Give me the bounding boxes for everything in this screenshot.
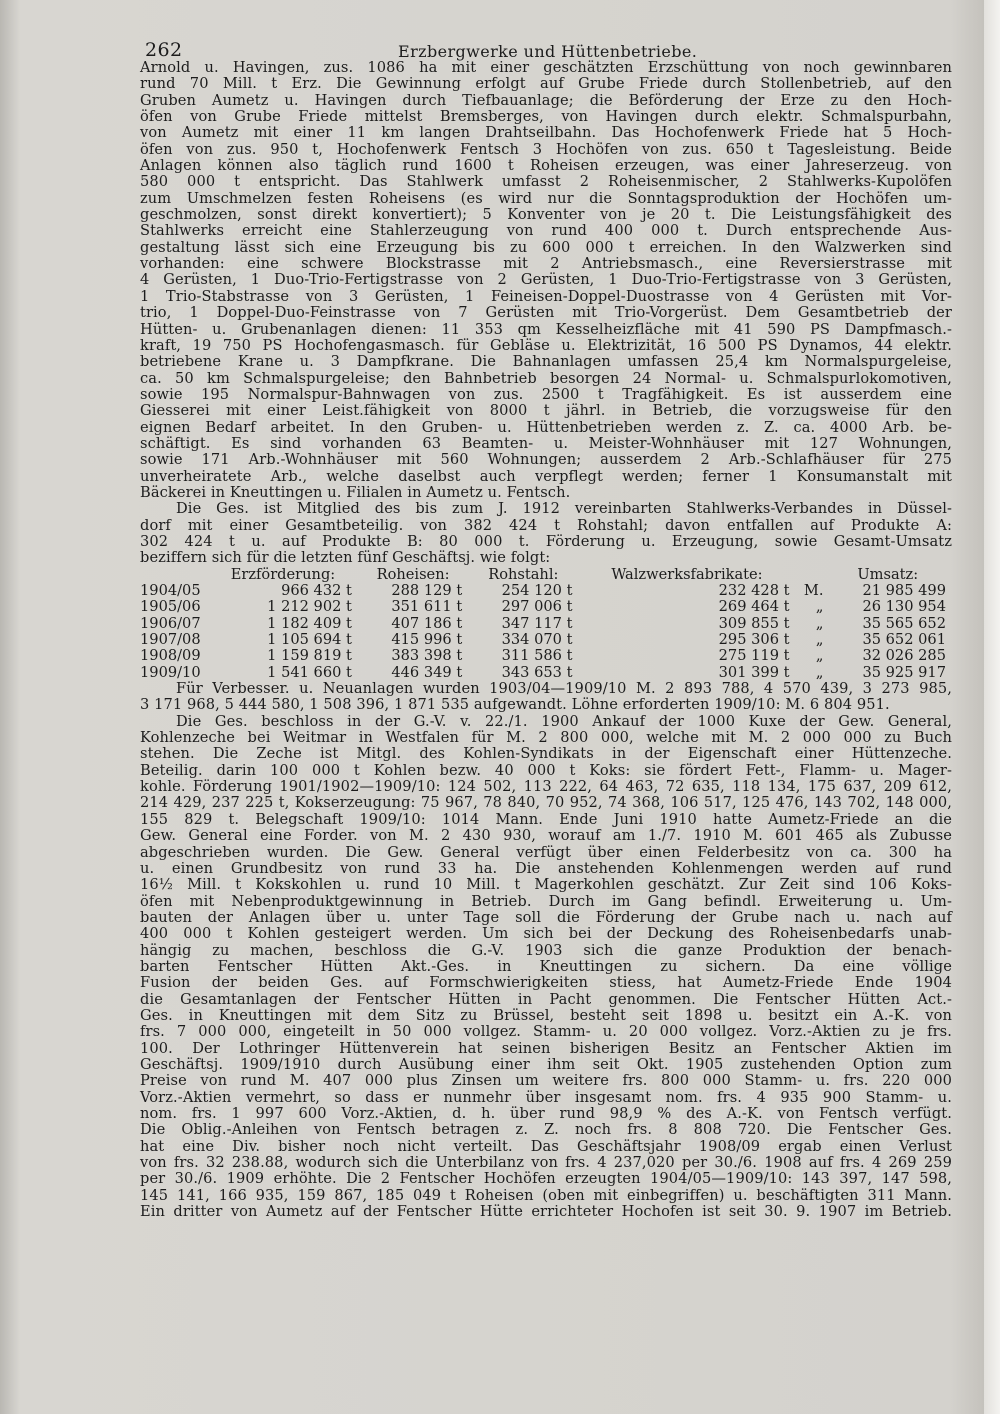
text-line: hat eine Div. bisher noch nicht verteilt. Das Geschäftsjahr 1908/09 ergab einen Verlust — [140, 1137, 952, 1155]
year-cell: 1904/05 — [140, 582, 201, 599]
text-line: Die Oblig.-Anleihen von Fentsch betragen z. Z. noch frs. 8 808 720. Die Fentscher Ges. — [140, 1121, 952, 1139]
table-row — [140, 632, 952, 648]
text-line: gestaltung lässt sich eine Erzeugung bis zu 600 000 t erreichen. In den Walzwerken sind — [140, 238, 952, 256]
running-head — [140, 22, 952, 60]
column-header: Walzwerksfabrikate: — [611, 565, 763, 583]
text-line: öfen von Grube Friede mittelst Bremsberges, von Havingen durch elektr. Schmalspurbahn, — [140, 108, 952, 126]
page-number: 262 — [145, 39, 183, 61]
text-line: Arnold u. Havingen, zus. 1086 ha mit einer geschätzten Erzschüttung von noch gewinnbaren — [140, 59, 952, 76]
text-line: frs. 7 000 000, eingeteilt in 50 000 vollgez. Stamm- u. 20 000 vollgez. Vorz.-Aktien zu je frs. — [140, 1023, 952, 1041]
year-cell: 1905/06 — [140, 598, 201, 616]
text-line: Gew. General eine Forder. von M. 2 430 930, worauf am 1./7. 1910 M. 601 465 als Zubusse — [140, 827, 952, 845]
text-line: nom. frs. 1 997 600 Vorz.-Aktien, d. h. über rund 98,9 % des A.-K. von Fentsch verfügt. — [140, 1105, 952, 1122]
text-line: stehen. Die Zeche ist Mitgl. des Kohlen-Syndikats in der Eigenschaft einer Hüttenzeche. — [140, 745, 952, 763]
table-row — [140, 616, 952, 632]
crude-steel-cell: 347 117 t — [501, 614, 573, 632]
text-line: 16½ Mill. t Kokskohlen u. rund 10 Mill. t Magerkohlen geschätzt. Zur Zeit sind 106 Koks- — [140, 876, 952, 894]
year-cell: 1908/09 — [140, 647, 201, 665]
text-line: hängig zu machen, beschloss die G.-V. 1903 sich die ganze Produktion der benach- — [140, 941, 952, 959]
text-line: eignen Bedarf arbeitet. In den Gruben- u. Hüttenbetrieben werden z. Z. ca. 4000 Arb. be- — [140, 418, 952, 436]
text-line: 580 000 t entspricht. Das Stahlwerk umfasst 2 Roheisenmischer, 2 Stahlwerks-Kupolöfen — [140, 173, 952, 191]
text-line: unverheiratete Arb., welche daselbst auch verpflegt werden; ferner 1 Konsumanstalt mit — [140, 467, 952, 485]
text-line: 1 Trio-Stabstrasse von 3 Gerüsten, 1 Feineisen-Doppel-Duostrasse von 4 Gerüsten mit Vor- — [140, 287, 952, 305]
crude-steel-cell: 343 653 t — [501, 663, 573, 681]
table-row — [140, 665, 952, 681]
text-line: sowie 195 Normalspur-Bahnwagen von zus. 2500 t Tragfähigkeit. Es ist ausserdem eine — [140, 385, 952, 403]
text-line: sowie 171 Arb.-Wohnhäuser mit 560 Wohnungen; ausserdem 2 Arb.-Schlafhäuser für 275 — [140, 451, 952, 469]
text-line: rund 70 Mill. t Erz. Die Gewinnung erfolgt auf Grube Friede durch Stollenbetrieb, auf den — [140, 75, 952, 93]
column-header: Erzförderung: — [230, 565, 336, 583]
table-header-row — [140, 567, 952, 583]
text-line: kraft, 19 750 PS Hochofengasmasch. für Gebläse u. Elektrizität, 16 500 PS Dynamos, 44 elektr. — [140, 336, 952, 354]
rolled-products-cell: 301 399 t — [718, 663, 790, 681]
next-page-edge — [984, 0, 1000, 1414]
text-line: Beteilig. darin 100 000 t Kohlen bezw. 40 000 t Koks: sie fördert Fett-, Flamm- u. Mager- — [140, 761, 952, 779]
crude-steel-cell: 311 586 t — [501, 647, 573, 665]
text-line: bauten der Anlagen über u. unter Tage soll die Förderung der Grube nach u. nach auf — [140, 908, 952, 926]
text-line: barten Fentscher Hütten Akt.-Ges. in Kneuttingen zu sichern. Da eine völlige — [140, 957, 952, 975]
currency-cell: „ — [815, 631, 824, 649]
rolled-products-cell: 275 119 t — [718, 647, 790, 665]
ore-cell: 966 432 t — [281, 582, 352, 599]
turnover-cell: 21 985 499 — [862, 582, 946, 599]
turnover-cell: 35 565 652 — [862, 614, 946, 632]
rolled-products-cell: 295 306 t — [718, 631, 790, 649]
pig-iron-cell: 407 186 t — [391, 614, 463, 632]
crude-steel-cell: 254 120 t — [501, 582, 573, 599]
year-cell: 1909/10 — [140, 663, 201, 681]
ore-cell: 1 159 819 t — [267, 647, 352, 665]
table-row — [140, 583, 952, 599]
text-line: 100. Der Lothringer Hüttenverein hat seinen bisherigen Besitz an Fentscher Aktien im — [140, 1039, 952, 1057]
text-line: vorhanden: eine schwere Blockstrasse mit 2 Antriebsmasch., eine Reversierstrasse mit — [140, 255, 952, 273]
text-line: von frs. 32 238.88, wodurch sich die Unterbilanz von frs. 4 237,020 per 30./6. 1908 auf frs. 4 269 259 — [140, 1154, 952, 1172]
text-line: beziffern sich für die letzten fünf Geschäftsj. wie folgt: — [140, 549, 551, 567]
column-header: Umsatz: — [857, 565, 919, 583]
text-line: 400 000 t Kohlen gesteigert werden. Um sich bei der Deckung des Roheisenbedarfs unab- — [140, 925, 952, 943]
text-line: Hütten- u. Grubenanlagen dienen: 11 353 qm Kesselheizfläche mit 41 590 PS Dampfmasch.- — [140, 320, 952, 338]
column-header: Roheisen: — [376, 565, 450, 583]
text-line: u. einen Grundbesitz von rund 33 ha. Die anstehenden Kohlenmengen werden auf rund — [140, 859, 952, 877]
paragraph-general-colliery — [140, 714, 952, 1221]
text-line: Gruben Aumetz u. Havingen durch Tiefbauanlage; die Beförderung der Erze zu den Hoch- — [140, 91, 952, 109]
crude-steel-cell: 297 006 t — [501, 598, 573, 616]
currency-cell: „ — [815, 598, 824, 616]
text-line: zum Umschmelzen festen Roheisens (es wird nur die Sonntagsproduktion der Hochöfen um- — [140, 189, 952, 207]
year-cell: 1906/07 — [140, 614, 201, 632]
text-line: schäftigt. Es sind vorhanden 63 Beamten- u. Meister-Wohnhäuser mit 127 Wohnungen, — [140, 434, 952, 452]
text-line: Für Verbesser. u. Neuanlagen wurden 1903/04—1909/10 M. 2 893 788, 4 570 439, 3 273 985, — [176, 680, 952, 698]
text-line: 4 Gerüsten, 1 Duo-Trio-Fertigstrasse von 2 Gerüsten, 1 Duo-Trio-Fertigstrasse von 3 Gerüsten, — [140, 271, 952, 289]
ore-cell: 1 212 902 t — [267, 598, 352, 616]
text-line: von Aumetz mit einer 11 km langen Drahtseilbahn. Das Hochofenwerk Friede hat 5 Hoch- — [140, 124, 952, 142]
paragraph-association — [140, 501, 952, 566]
text-line: 145 141, 166 935, 159 867, 185 049 t Roheisen (oben mit einbegriffen) u. beschäftigten 311 Mann. — [140, 1186, 952, 1204]
text-line: kohle. Förderung 1901/1902—1909/10: 124 502, 113 222, 64 463, 72 635, 118 134, 175 637, 209 612, — [140, 778, 952, 796]
crude-steel-cell: 334 070 t — [501, 631, 573, 649]
running-title: Erzbergwerke und Hüttenbetriebe. — [398, 42, 698, 61]
text-line: Bäckerei in Kneuttingen u. Filialen in Aumetz u. Fentsch. — [140, 483, 571, 501]
turnover-cell: 26 130 954 — [862, 598, 946, 616]
pig-iron-cell: 383 398 t — [391, 647, 463, 665]
text-line: Ein dritter von Aumetz auf der Fentscher Hütte errichteter Hochofen ist seit 30. 9. 1907 im Betrieb. — [140, 1203, 952, 1221]
text-line: Ges. in Kneuttingen mit dem Sitz zu Brüssel, besteht seit 1898 u. besitzt ein A.-K. von — [140, 1006, 952, 1024]
text-line: dorf mit einer Gesamtbeteilig. von 382 424 t Rohstahl; davon entfallen auf Produkte A: — [140, 516, 952, 534]
text-line: die Gesamtanlagen der Fentscher Hütten in Pacht genommen. Die Fentscher Hütten Act.- — [140, 990, 952, 1008]
rolled-products-cell: 232 428 t — [718, 582, 790, 599]
text-line: trio, 1 Doppel-Duo-Feinstrasse von 7 Gerüsten mit Trio-Vorgerüst. Dem Gesamtbetrieb der — [140, 304, 952, 322]
text-line: Fusion der beiden Ges. auf Formschwierigkeiten stiess, hat Aumetz-Friede Ende 1904 — [140, 974, 952, 992]
text-line: öfen mit Nebenproduktgewinnung in Betrieb. Durch im Gang befindl. Erweiterung u. Um- — [140, 892, 952, 910]
text-line: 214 429, 237 225 t, Kokserzeugung: 75 967, 78 840, 70 952, 74 368, 106 517, 125 476, 143 702, 148 000, — [140, 794, 952, 812]
text-line: 3 171 968, 5 444 580, 1 508 396, 1 871 535 aufgewandt. Löhne erforderten 1909/10: M. 6 804 951. — [140, 696, 890, 714]
column-header: Rohstahl: — [488, 565, 559, 583]
text-line: geschmolzen, sonst direkt konvertiert); 5 Konventer von je 20 t. Die Leistungsfähigkeit des — [140, 206, 952, 224]
pig-iron-cell: 446 349 t — [391, 663, 463, 681]
ore-cell: 1 541 660 t — [267, 663, 352, 681]
turnover-cell: 35 652 061 — [862, 631, 946, 649]
year-cell: 1907/08 — [140, 631, 201, 649]
text-line: Stahlwerks erreicht eine Stahlerzeugung von rund 400 000 t. Durch entsprechende Aus- — [140, 222, 952, 240]
production-table — [140, 567, 952, 681]
text-line: Geschäftsj. 1909/1910 durch Ausübung einer ihm seit Okt. 1905 zustehenden Option zum — [140, 1055, 952, 1073]
table-row — [140, 648, 952, 664]
currency-cell: M. — [803, 582, 824, 599]
text-line: Die Ges. ist Mitglied des bis zum J. 1912 vereinbarten Stahlwerks-Verbandes in Düssel- — [176, 500, 952, 518]
pig-iron-cell: 351 611 t — [391, 598, 463, 616]
text-line: ca. 50 km Schmalspurgeleise; den Bahnbetrieb besorgen 24 Normal- u. Schmalspurlokomotiven, — [140, 369, 952, 387]
ore-cell: 1 182 409 t — [267, 614, 352, 632]
ore-cell: 1 105 694 t — [267, 631, 352, 649]
pig-iron-cell: 288 129 t — [391, 582, 463, 599]
text-line: Preise von rund M. 407 000 plus Zinsen um weitere frs. 800 000 Stamm- u. frs. 220 000 — [140, 1072, 952, 1090]
text-line: Die Ges. beschloss in der G.-V. v. 22./1. 1900 Ankauf der 1000 Kuxe der Gew. General, — [176, 712, 952, 730]
currency-cell: „ — [815, 614, 824, 632]
text-line: abgeschrieben wurden. Die Gew. General verfügt über einen Felderbesitz von ca. 300 ha — [140, 843, 952, 861]
pig-iron-cell: 415 996 t — [391, 631, 463, 649]
text-line: 302 424 t u. auf Produkte B: 80 000 t. Förderung u. Erzeugung, sowie Gesamt-Umsatz — [140, 532, 952, 550]
table-row — [140, 599, 952, 615]
turnover-cell: 32 026 285 — [862, 647, 946, 665]
text-line: betriebene Krane u. 3 Dampfkrane. Die Bahnanlagen umfassen 25,4 km Normalspurgeleise, — [140, 353, 952, 371]
turnover-cell: 35 925 917 — [862, 663, 946, 681]
paragraph-investments — [140, 681, 952, 714]
text-line: 155 829 t. Belegschaft 1909/10: 1014 Mann. Ende Juni 1910 hatte Aumetz-Friede an die — [140, 810, 952, 828]
text-line: Kohlenzeche bei Weitmar in Westfalen für M. 2 800 000, welche mit M. 2 000 000 zu Buch — [140, 729, 952, 747]
currency-cell: „ — [815, 647, 824, 665]
column-header — [140, 567, 208, 583]
column-header — [795, 567, 823, 583]
currency-cell: „ — [815, 663, 824, 681]
rolled-products-cell: 309 855 t — [718, 614, 790, 632]
text-line: öfen von zus. 950 t, Hochofenwerk Fentsch 3 Hochöfen von zus. 650 t Tagesleistung. Beide — [140, 140, 952, 158]
text-line: Anlagen können also täglich rund 1600 t Roheisen erzeugen, was einer Jahreserzeug. von — [140, 157, 952, 175]
text-line: per 30./6. 1909 erhöhte. Die 2 Fentscher Hochöfen erzeugten 1904/05—1909/10: 143 397, 147 598, — [140, 1170, 952, 1188]
text-line: Vorz.-Aktien vermehrt, so dass er nunmehr über insgesamt nom. frs. 4 935 900 Stamm- u. — [140, 1088, 952, 1106]
rolled-products-cell: 269 464 t — [718, 598, 790, 616]
text-line: Giesserei mit einer Leist.fähigkeit von 8000 t jährl. in Betrieb, die vorzugsweise für den — [140, 402, 952, 420]
paragraph-plant-description — [140, 60, 952, 501]
